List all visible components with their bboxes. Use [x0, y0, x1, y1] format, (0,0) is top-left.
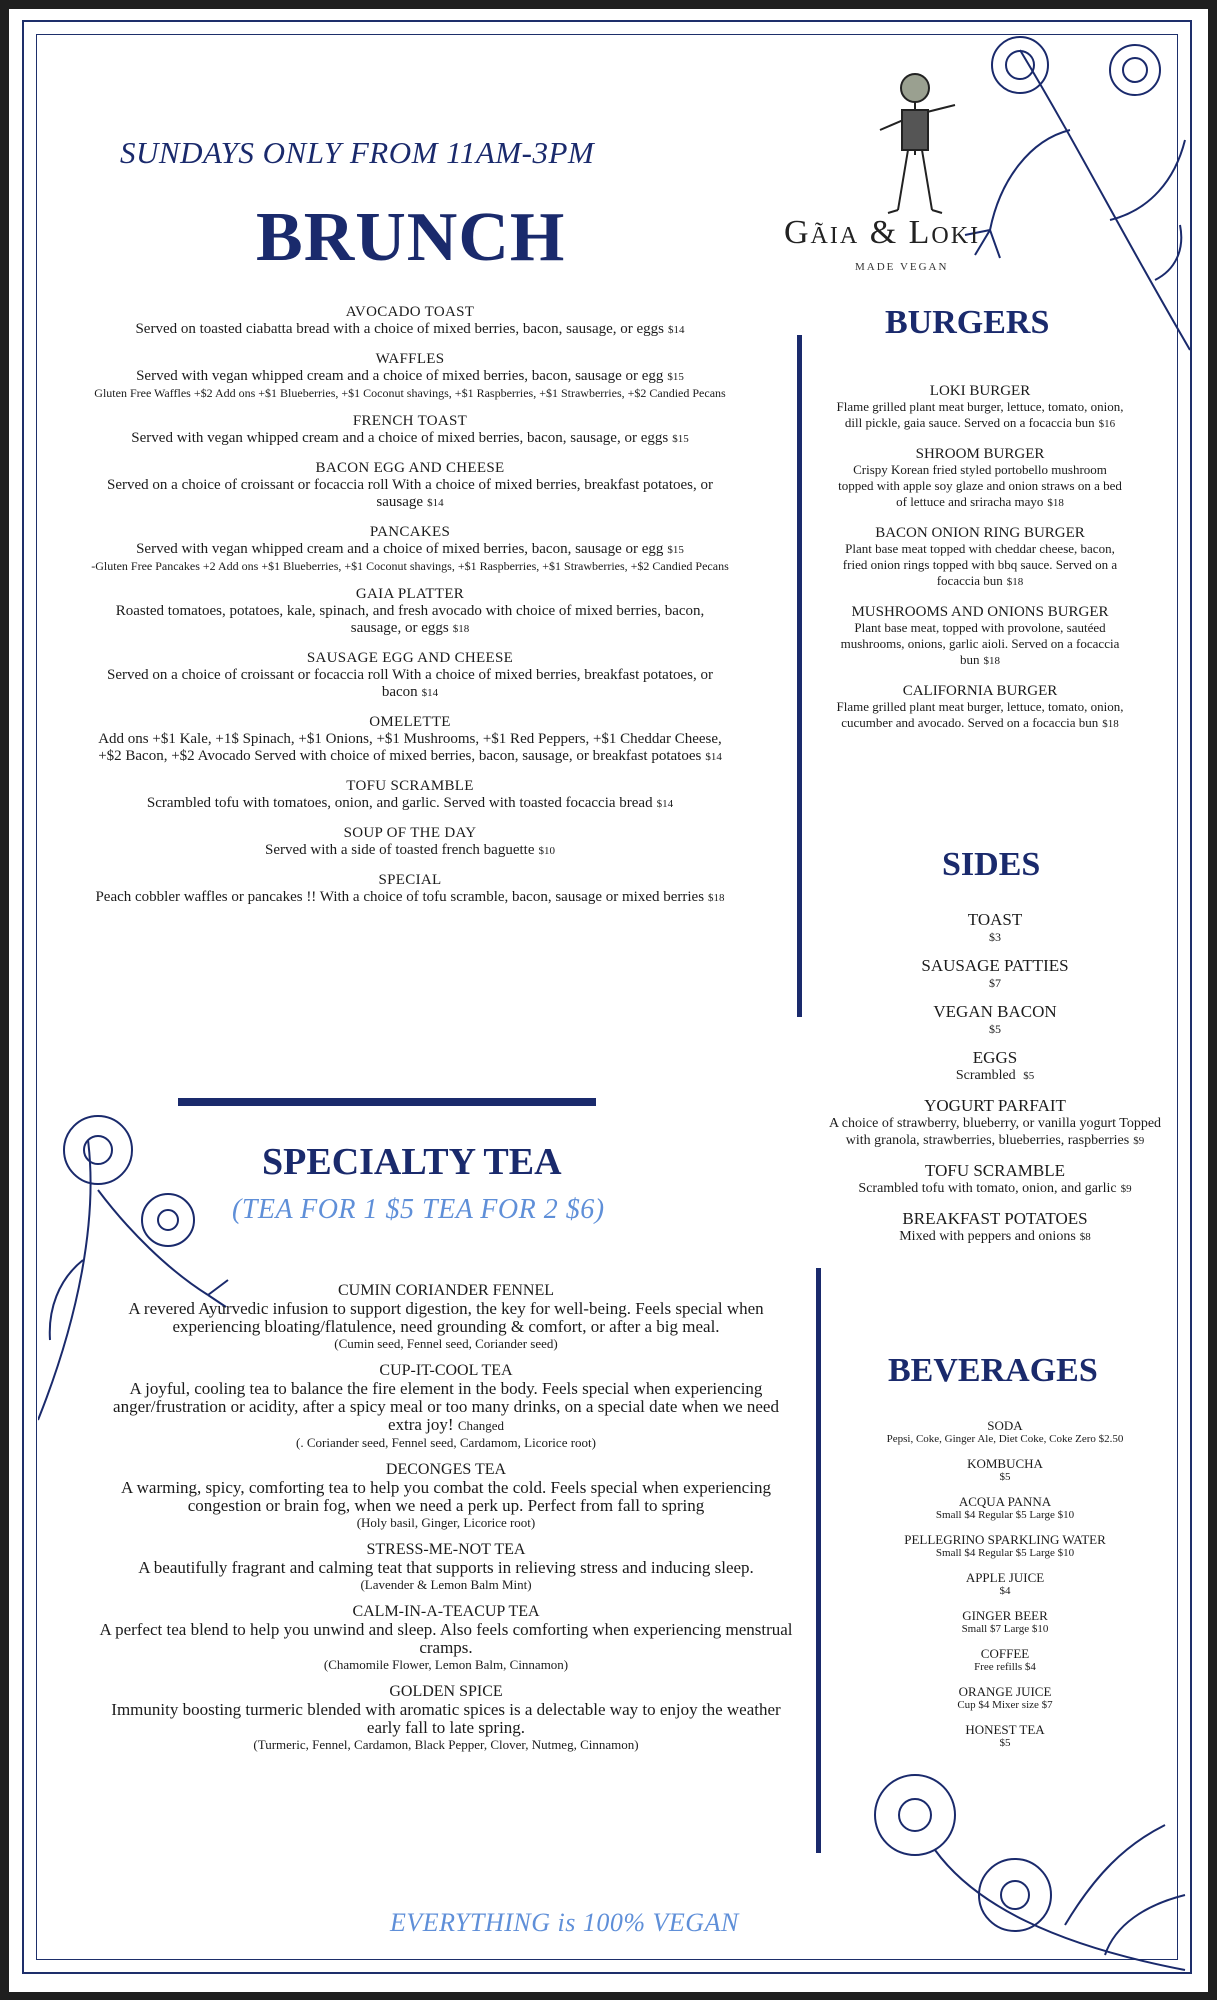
item-name: EGGS — [972, 1048, 1018, 1067]
item-name: TOFU SCRAMBLE — [346, 778, 474, 794]
item-name: GINGER BEER — [962, 1608, 1048, 1623]
item-addons: Gluten Free Waffles +$2 Add ons +$1 Blueberries, +$1 Coconut shavings, +$1 Raspberries, +$1 Strawberries, +$2 Candied Pecans — [94, 386, 726, 400]
item-price: $7 — [989, 976, 1001, 990]
item-description: Crispy Korean fried styled portobello mushroom topped with apple soy glaze and onion straws on a bed of lettuce and sriracha mayo — [838, 462, 1122, 509]
list-item — [835, 683, 1125, 732]
item-name: COFFEE — [980, 1646, 1030, 1661]
list-item — [90, 778, 730, 813]
list-item — [90, 304, 730, 339]
item-description: Plant base meat, topped with provolone, sautéed mushrooms, onions, garlic aioli. Served on a focaccia bun — [840, 620, 1120, 667]
item-price: $9 — [1133, 1135, 1145, 1147]
item-description: Mixed with peppers and onions — [899, 1229, 1076, 1244]
flower-illustration-icon — [855, 1755, 1195, 1985]
list-item — [96, 1683, 796, 1753]
item-price: $14 — [421, 687, 439, 699]
item-description: Scrambled — [955, 1068, 1016, 1083]
list-item — [835, 604, 1125, 669]
item-price: $14 — [668, 324, 685, 336]
tea-ingredients: (Chamomile Flower, Lemon Balm, Cinnamon) — [323, 1657, 569, 1672]
item-name: KOMBUCHA — [967, 1456, 1043, 1471]
list-item — [96, 1461, 796, 1531]
item-price: $18 — [452, 623, 470, 635]
list-item — [90, 413, 730, 448]
list-item — [835, 446, 1125, 511]
item-description: A choice of strawberry, blueberry, or vanilla yogurt Topped with granola, strawberries, blueberries, raspberries — [828, 1116, 1162, 1148]
item-description: Free refills $4 — [974, 1661, 1036, 1673]
item-name: AVOCADO TOAST — [345, 304, 475, 320]
item-name: FRENCH TOAST — [352, 413, 468, 429]
list-item — [870, 1609, 1140, 1636]
tea-pricing-subtitle: (TEA FOR 1 $5 TEA FOR 2 $6) — [232, 1194, 605, 1225]
tea-ingredients: (Turmeric, Fennel, Cardamon, Black Pepper, Clover, Nutmeg, Cinnamon) — [253, 1737, 639, 1752]
item-description: Served with vegan whipped cream and a choice of mixed berries, bacon, sausage or egg — [136, 368, 664, 384]
item-price: $18 — [708, 892, 725, 904]
list-item — [90, 586, 730, 638]
list-item — [820, 1161, 1170, 1198]
list-item — [820, 1209, 1170, 1246]
list-item — [96, 1541, 796, 1593]
item-name: SOUP OF THE DAY — [343, 825, 477, 841]
list-item — [870, 1419, 1140, 1446]
list-item — [870, 1457, 1140, 1484]
list-item — [870, 1647, 1140, 1674]
item-name: WAFFLES — [375, 351, 445, 367]
item-name: TOAST — [967, 910, 1023, 929]
item-price: $14 — [705, 751, 722, 763]
item-name: BACON EGG AND CHEESE — [315, 460, 505, 476]
item-price: $3 — [989, 930, 1001, 944]
brand-name: Gãia & Loki — [784, 214, 981, 251]
tea-note: Changed — [457, 1418, 505, 1433]
item-name: OMELETTE — [369, 714, 451, 730]
item-price: $15 — [667, 371, 684, 383]
tea-description: A beautifully fragrant and calming teat that supports in relieving stress and inducing sleep. — [138, 1558, 754, 1577]
item-name: YOGURT PARFAIT — [924, 1096, 1066, 1115]
list-item — [870, 1685, 1140, 1712]
list-item — [90, 524, 730, 574]
item-price: $5 — [989, 1022, 1001, 1036]
item-description: Flame grilled plant meat burger, lettuce, tomato, onion, dill pickle, gaia sauce. Served on a focaccia bun — [836, 399, 1124, 430]
item-name: SHROOM BURGER — [915, 446, 1045, 462]
brunch-menu-list — [90, 304, 730, 919]
list-item — [90, 460, 730, 512]
beverages-list — [870, 1419, 1140, 1761]
item-name: PANCAKES — [369, 524, 451, 540]
beverages-section-title: BEVERAGES — [888, 1352, 1098, 1389]
sides-list — [820, 910, 1170, 1257]
list-item — [90, 351, 730, 401]
list-item — [96, 1603, 796, 1673]
list-item — [870, 1533, 1140, 1560]
sides-section-title: SIDES — [942, 846, 1041, 883]
hours-subtitle: SUNDAYS ONLY FROM 11AM-3PM — [120, 135, 595, 170]
item-name: SAUSAGE PATTIES — [921, 956, 1069, 975]
tea-ingredients: (Cumin seed, Fennel seed, Coriander seed) — [334, 1336, 558, 1351]
item-description: Served on a choice of croissant or focaccia roll With a choice of mixed berries, breakfast potatoes, or sausage — [107, 477, 713, 510]
list-item — [820, 910, 1170, 945]
list-item — [96, 1362, 796, 1451]
item-description: Roasted tomatoes, potatoes, kale, spinach, and fresh avocado with choice of mixed berries, bacon, sausage, or eggs — [115, 603, 705, 636]
brunch-title: BRUNCH — [256, 199, 566, 276]
list-item — [96, 1282, 796, 1352]
item-price: $5 — [1023, 1070, 1035, 1082]
item-name: MUSHROOMS AND ONIONS BURGER — [851, 604, 1109, 620]
item-description: Pepsi, Coke, Ginger Ale, Diet Coke, Coke Zero $2.50 — [886, 1433, 1124, 1445]
item-name: SODA — [987, 1418, 1023, 1433]
item-description: Add ons +$1 Kale, +1$ Spinach, +$1 Onions, +$1 Mushrooms, +$1 Red Peppers, +$1 Cheddar Cheese, +$2 Bacon, +$2 Avocado Served with choice of mixed berries, bacon, sausage, or breakfast potatoes — [98, 731, 722, 764]
tea-ingredients: (. Coriander seed, Fennel seed, Cardamom, Licorice root) — [296, 1435, 596, 1450]
frog-dancer-logo-icon — [860, 70, 970, 215]
list-item — [870, 1723, 1140, 1750]
list-item — [820, 1048, 1170, 1085]
item-description: Served on a choice of croissant or focaccia roll With a choice of mixed berries, breakfast potatoes, or bacon — [107, 667, 713, 700]
item-price: $16 — [1098, 418, 1116, 430]
item-price: $15 — [667, 544, 684, 556]
item-price: $9 — [1120, 1183, 1132, 1195]
brand-tagline: MADE VEGAN — [855, 261, 949, 273]
item-name: CALIFORNIA BURGER — [902, 683, 1058, 699]
tea-name: CUMIN CORIANDER FENNEL — [338, 1282, 554, 1299]
item-description: Plant base meat topped with cheddar cheese, bacon, fried onion rings topped with bbq sauce. Served on a focaccia bun — [842, 541, 1118, 588]
vegan-footer: EVERYTHING is 100% VEGAN — [390, 1908, 739, 1937]
item-description: Served with vegan whipped cream and a choice of mixed berries, bacon, sausage, or eggs — [131, 430, 669, 446]
tea-description: A warming, spicy, comforting tea to help you combat the cold. Feels special when experiencing congestion or brain fog, when we need a perk up. Perfect from fall to spring — [121, 1478, 771, 1515]
item-description: $5 — [999, 1471, 1011, 1483]
tea-name: GOLDEN SPICE — [389, 1683, 503, 1700]
item-description: Served with vegan whipped cream and a choice of mixed berries, bacon, sausage or egg — [136, 541, 664, 557]
item-price: $14 — [427, 497, 444, 509]
item-description: Served on toasted ciabatta bread with a choice of mixed berries, bacon, sausage, or eggs — [135, 321, 665, 337]
list-item — [90, 650, 730, 702]
item-description: Scrambled tofu with tomato, onion, and garlic — [858, 1181, 1117, 1196]
burgers-section-title: BURGERS — [885, 304, 1050, 341]
item-name: TOFU SCRAMBLE — [925, 1161, 1065, 1180]
item-description: Small $4 Regular $5 Large $10 — [935, 1547, 1075, 1559]
item-description: Small $4 Regular $5 Large $10 — [935, 1509, 1075, 1521]
list-item — [90, 714, 730, 766]
item-name: ACQUA PANNA — [958, 1494, 1052, 1509]
list-item — [90, 872, 730, 907]
list-item — [820, 1002, 1170, 1037]
tea-section-title: SPECIALTY TEA — [262, 1141, 562, 1183]
tea-name: CALM-IN-A-TEACUP TEA — [352, 1603, 540, 1620]
tea-menu-list — [96, 1282, 796, 1763]
item-description: Peach cobbler waffles or pancakes !! With a choice of tofu scramble, bacon, sausage or mixed berries — [95, 889, 705, 905]
tea-ingredients: (Holy basil, Ginger, Licorice root) — [356, 1515, 536, 1530]
item-addons: -Gluten Free Pancakes +2 Add ons +$1 Blueberries, +$1 Coconut shavings, +$1 Raspberries, +$1 Strawberries, +$2 Candied Pecans — [91, 559, 729, 573]
tea-ingredients: (Lavender & Lemon Balm Mint) — [360, 1577, 532, 1592]
tea-description: A perfect tea blend to help you unwind and sleep. Also feels comforting when experiencing menstrual cramps. — [99, 1620, 793, 1657]
list-item — [90, 825, 730, 860]
list-item — [820, 1096, 1170, 1150]
item-name: SAUSAGE EGG AND CHEESE — [306, 650, 514, 666]
list-item — [870, 1495, 1140, 1522]
tea-name: CUP-IT-COOL TEA — [379, 1362, 513, 1379]
tea-description: Immunity boosting turmeric blended with aromatic spices is a delectable way to enjoy the weather early fall to late spring. — [111, 1700, 781, 1737]
item-name: BREAKFAST POTATOES — [902, 1209, 1088, 1228]
item-description: Cup $4 Mixer size $7 — [957, 1699, 1053, 1711]
item-price: $18 — [1102, 718, 1119, 730]
item-price: $18 — [1006, 576, 1024, 588]
item-description: Served with a side of toasted french baguette — [265, 842, 535, 858]
item-description: Scrambled tofu with tomatoes, onion, and garlic. Served with toasted focaccia bread — [146, 795, 653, 811]
item-price: $8 — [1079, 1231, 1091, 1243]
item-price: $18 — [1047, 497, 1064, 509]
item-price: $15 — [672, 433, 689, 445]
item-name: LOKI BURGER — [929, 383, 1031, 399]
item-price: $18 — [983, 655, 1000, 667]
item-name: ORANGE JUICE — [958, 1684, 1052, 1699]
item-description: Flame grilled plant meat burger, lettuce, tomato, onion, cucumber and avocado. Served on a focaccia bun — [836, 699, 1124, 730]
item-description: Small $7 Large $10 — [961, 1623, 1049, 1635]
burgers-list — [835, 383, 1125, 746]
item-name: APPLE JUICE — [965, 1570, 1045, 1585]
item-name: BACON ONION RING BURGER — [875, 525, 1085, 541]
item-price: $10 — [538, 845, 555, 857]
item-name: HONEST TEA — [965, 1722, 1045, 1737]
item-price: $14 — [656, 798, 674, 810]
list-item — [870, 1571, 1140, 1598]
list-item — [820, 956, 1170, 991]
tea-name: STRESS-ME-NOT TEA — [366, 1541, 526, 1558]
section-divider — [178, 1098, 596, 1106]
item-name: SPECIAL — [378, 872, 442, 888]
list-item — [835, 525, 1125, 590]
column-divider — [816, 1268, 821, 1853]
tea-name: DECONGES TEA — [385, 1461, 507, 1478]
tea-description: A revered Ayurvedic infusion to support digestion, the key for well-being. Feels special when experiencing bloating/flatulence, need grounding & comfort, or after a big meal. — [128, 1299, 764, 1336]
item-name: GAIA PLATTER — [355, 586, 465, 602]
list-item — [835, 383, 1125, 432]
tea-description: A joyful, cooling tea to balance the fire element in the body. Feels special when experiencing anger/frustration or acidity, after a spicy meal or too many drinks, on a special date when we need extra joy! — [113, 1379, 779, 1434]
item-description: $5 — [999, 1737, 1011, 1749]
column-divider — [797, 335, 802, 1017]
item-name: PELLEGRINO SPARKLING WATER — [904, 1532, 1106, 1547]
item-description: $4 — [999, 1585, 1011, 1597]
item-name: VEGAN BACON — [933, 1002, 1057, 1021]
